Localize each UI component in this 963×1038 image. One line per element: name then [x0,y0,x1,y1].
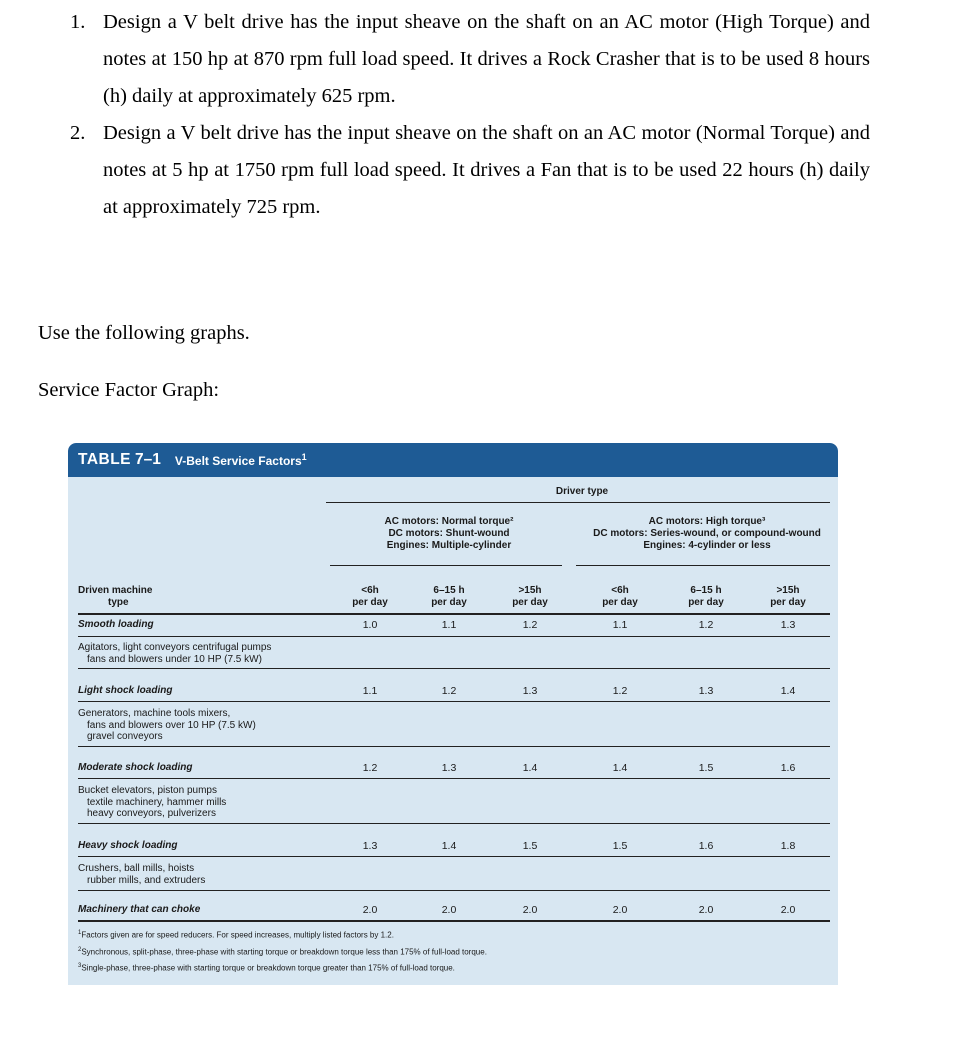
table-header-bar [68,443,838,477]
column-header: 6–15 h per day [431,585,467,608]
row-rule [78,856,830,857]
table-cell: 1.2 [522,619,538,631]
column-header: <6h per day [602,585,638,608]
problem-item [70,115,870,226]
table-cell: 2.0 [522,904,538,916]
table-cell: 2.0 [441,904,457,916]
problem-list [70,4,870,226]
table-cell: 1.6 [698,840,714,852]
problem-text: Design a V belt drive has the input sheave on the shaft on an AC motor (High Torque) and notes at 150 hp at 870 rpm full load speed. It drives a Rock Crasher that is to be used 8 hours (h) daily at approximately 625 rpm. [103,11,870,107]
row-rule [78,701,830,702]
column-header: >15h per day [512,585,548,608]
table-cell: 2.0 [362,904,378,916]
table-cell: 1.4 [441,840,457,852]
service-factor-label: Service Factor Graph: [38,379,220,401]
driver-type-header: Driver type [555,486,609,497]
table-cell: 1.4 [612,762,628,774]
footnotes [78,926,487,976]
row-rule [78,746,830,747]
table-cell: 2.0 [698,904,714,916]
table-cell: 1.2 [612,685,628,697]
group-rule-normal [330,565,562,566]
group-normal-torque: AC motors: Normal torque² DC motors: Shunt-wound Engines: Multiple-cylinder [384,516,514,551]
table-cell: 1.2 [698,619,714,631]
group-rule-high [576,565,830,566]
table-cell: 1.3 [441,762,457,774]
problem-number: 1. [70,11,86,33]
category-label: Machinery that can choke [78,904,201,915]
machine-description: Crushers, ball mills, hoists rubber mills, and extruders [78,863,206,886]
service-factor-table [68,443,838,985]
table-cell: 1.0 [362,619,378,631]
row-rule [78,890,830,891]
column-header: 6–15 h per day [688,585,724,608]
row-rule [78,668,830,669]
row-rule [78,823,830,824]
table-cell: 1.8 [780,840,796,852]
table-cell: 1.5 [612,840,628,852]
problem-item [70,4,870,115]
machine-description: Bucket elevators, piston pumps textile machinery, hammer mills heavy conveyors, pulverizers [78,785,227,819]
table-cell: 1.4 [522,762,538,774]
table-cell: 1.3 [698,685,714,697]
problem-text: Design a V belt drive has the input sheave on the shaft on an AC motor (Normal Torque) and notes at 5 hp at 1750 rpm full load speed. It drives a Fan that is to be used 22 hours (h) daily at approximately 725 rpm. [103,122,870,218]
table-title: V-Belt Service Factors$^1$ [174,452,307,468]
table-cell: 1.4 [780,685,796,697]
table-cell: 1.5 [522,840,538,852]
table-cell: 1.6 [780,762,796,774]
table-cell: 2.0 [780,904,796,916]
table-cell: 2.0 [612,904,628,916]
table-cell: 1.3 [362,840,378,852]
table-bottom-rule [78,920,830,922]
category-label: Moderate shock loading [78,762,193,773]
driven-machine-header: Driven machine type [78,585,153,608]
table-cell: 1.2 [441,685,457,697]
footnote: $^1$Factors given are for speed reducers. For speed increases, multiply listed factors by 1.2. [78,930,394,940]
column-header: >15h per day [770,585,806,608]
problem-number: 2. [70,122,86,144]
table-cell: 1.1 [362,685,378,697]
table-cell: 1.3 [780,619,796,631]
machine-description: Agitators, light conveyors centrifugal pumps fans and blowers under 10 HP (7.5 kW) [78,642,272,665]
footnote: $^2$Synchronous, split-phase, three-phase with starting torque or breakdown torque less than 175% of full-load torque. [78,946,487,957]
group-high-torque: AC motors: High torque³ DC motors: Series-wound, or compound-wound Engines: 4-cylinder or less [593,516,821,551]
table-number: 7–1 [135,451,161,468]
use-graphs-note: Use the following graphs. [38,322,250,344]
machine-description: Generators, machine tools mixers, fans and blowers over 10 HP (7.5 kW) gravel conveyors [78,708,256,742]
table-cell: 1.3 [522,685,538,697]
header-rule [326,502,830,503]
row-rule [78,778,830,779]
table-cell: 1.5 [698,762,714,774]
table-label: TABLE [78,451,132,468]
table-cell: 1.1 [612,619,628,631]
column-header: <6h per day [352,585,388,608]
column-header-rule [78,613,830,615]
row-rule [78,636,830,637]
category-label: Light shock loading [78,685,173,696]
table-cell: 1.1 [441,619,457,631]
table-cell: 1.2 [362,762,378,774]
category-label: Heavy shock loading [78,840,178,851]
footnote: $^3$Single-phase, three-phase with starting torque or breakdown torque greater than 175% of full-load torque. [78,963,455,973]
category-label: Smooth loading [78,619,154,630]
